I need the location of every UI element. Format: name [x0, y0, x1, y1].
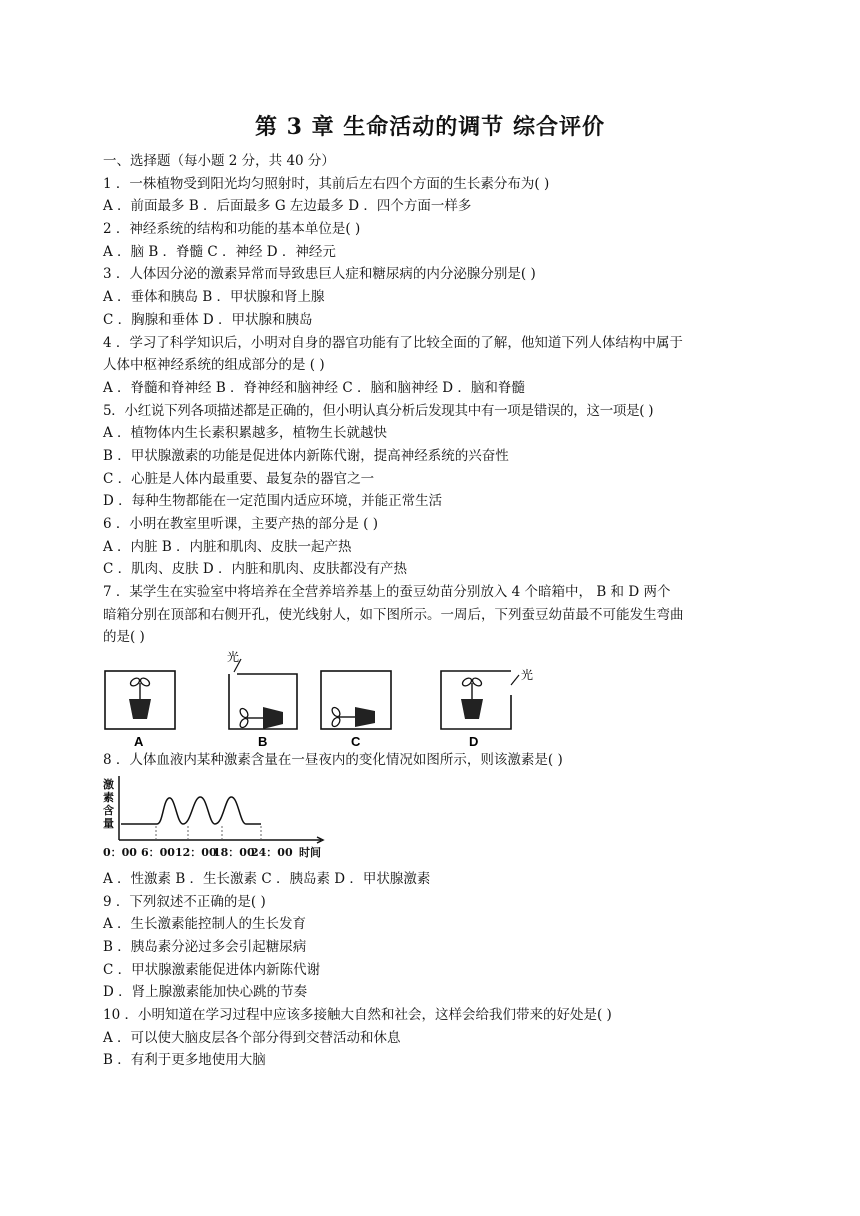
x-tick-label: 12：00 [175, 845, 217, 859]
text-line: 8 ．人体血液内某种激素含量在一昼夜内的变化情况如图所示，则该激素是( ) [103, 752, 563, 769]
text-line: D ．每种生物都能在一定范围内适应环境，并能正常生活 [103, 493, 443, 510]
text-line: A ．垂体和胰岛 B ．甲状腺和肾上腺 [103, 289, 325, 306]
box-label-d: D [469, 734, 479, 750]
text-line: 人体中枢神经系统的组成部分的是 ( ) [103, 357, 325, 374]
text-line: 4 ．学习了科学知识后，小明对自身的器官功能有了比较全面的了解，他知道下列人体结构中属于 [103, 334, 683, 351]
text-line: A ．脊髓和脊神经 B ．脊神经和脑神经 C ．脑和脑神经 D ．脑和脊髓 [103, 379, 525, 396]
text-line: C ．心脏是人体内最重要、最复杂的器官之一 [103, 470, 375, 487]
ylabel-char: 含 [103, 803, 114, 817]
text-line: 3 ．人体因分泌的激素异常而导致患巨人症和糖尿病的内分泌腺分别是( ) [103, 266, 536, 283]
section-heading: 一、选择题（每小题 2 分，共 40 分） [103, 153, 335, 169]
text-line: 的是( ) [103, 629, 145, 646]
hormone-curve [121, 797, 261, 824]
light-label-d: 光 [521, 668, 534, 683]
box-label-c: C [351, 734, 361, 750]
x-tick-label: 18：00 [213, 845, 255, 859]
text-line: A ．可以使大脑皮层各个部分得到交替活动和休息 [103, 1029, 401, 1046]
text-line: 7 ．某学生在实验室中将培养在全营养培养基上的蚕豆幼苗分别放入 4 个暗箱中， B 和 D 两个 [103, 584, 671, 601]
text-line: B ．有利于更多地使用大脑 [103, 1052, 266, 1069]
text-line: A ．生长激素能控制人的生长发育 [103, 916, 307, 933]
seedling-a [129, 677, 151, 719]
hormone-graph-svg [103, 772, 363, 868]
text-line: A ．脑 B ．脊髓 C ．神经 D ．神经元 [103, 243, 336, 260]
page-title: 第 3 章 生命活动的调节 综合评价 [255, 114, 605, 140]
text-line: B ．胰岛素分泌过多会引起糖尿病 [103, 938, 307, 955]
seedling-b [239, 707, 283, 729]
text-line: 6 ．小明在教室里听课，主要产热的部分是 ( ) [103, 516, 378, 532]
text-line: A ．性激素 B ．生长激素 C ．胰岛素 D ．甲状腺激素 [103, 870, 431, 887]
light-pointer-d [511, 675, 519, 685]
text-line: 2 ．神经系统的结构和功能的基本单位是( ) [103, 221, 361, 238]
text-line: C ．胸腺和垂体 D ．甲状腺和胰岛 [103, 311, 313, 328]
text-line: A ．前面最多 B ．后面最多 G 左边最多 D ．四个方面一样多 [103, 198, 472, 215]
seedling-boxes-svg [103, 649, 763, 749]
text-line: 暗箱分别在顶部和右侧开孔，使光线射人，如下图所示。一周后，下列蚕豆幼苗最不可能发生弯曲 [103, 606, 684, 623]
text-line: 9 ．下列叙述不正确的是( ) [103, 893, 266, 910]
text-line: 1 ．一株植物受到阳光均匀照射时，其前后左右四个方面的生长素分布为( ) [103, 175, 550, 192]
ylabel-char: 量 [103, 816, 114, 830]
ylabel-char: 素 [103, 790, 114, 804]
text-line: C ．肌肉、皮肤 D ．内脏和肌肉、皮肤都没有产热 [103, 561, 408, 578]
x-tick-label: 0：00 [103, 845, 137, 859]
box-label-a: A [134, 734, 144, 750]
x-axis-label: 时间 [299, 845, 321, 859]
seedling-boxes-figure [103, 649, 763, 749]
question-body [103, 150, 763, 1072]
seedling-c [331, 706, 375, 728]
x-tick-label: 6：00 [141, 845, 175, 859]
light-label-b: 光 [227, 650, 240, 665]
text-line: D ．肾上腺激素能加快心跳的节奏 [103, 984, 308, 1001]
text-line: B ．甲状腺激素的功能是促进体内新陈代谢，提高神经系统的兴奋性 [103, 447, 509, 464]
text-line: C ．甲状腺激素能促进体内新陈代谢 [103, 961, 321, 978]
x-tick-label: 24：00 [251, 845, 293, 859]
seedling-d [461, 677, 483, 719]
text-line: 5．小红说下列各项描述都是正确的，但小明认真分析后发现其中有一项是错误的，这一项是( ) [103, 402, 654, 419]
hormone-graph-figure [103, 772, 763, 868]
text-line: A ．内脏 B ．内脏和肌肉、皮肤一起产热 [103, 538, 352, 555]
ylabel-char: 激 [103, 777, 114, 791]
box-label-b: B [258, 734, 268, 750]
text-line: 10 ．小明知道在学习过程中应该多接触大自然和社会，这样会给我们带来的好处是( ) [103, 1006, 612, 1023]
text-line: A ．植物体内生长素积累越多，植物生长就越快 [103, 425, 388, 442]
